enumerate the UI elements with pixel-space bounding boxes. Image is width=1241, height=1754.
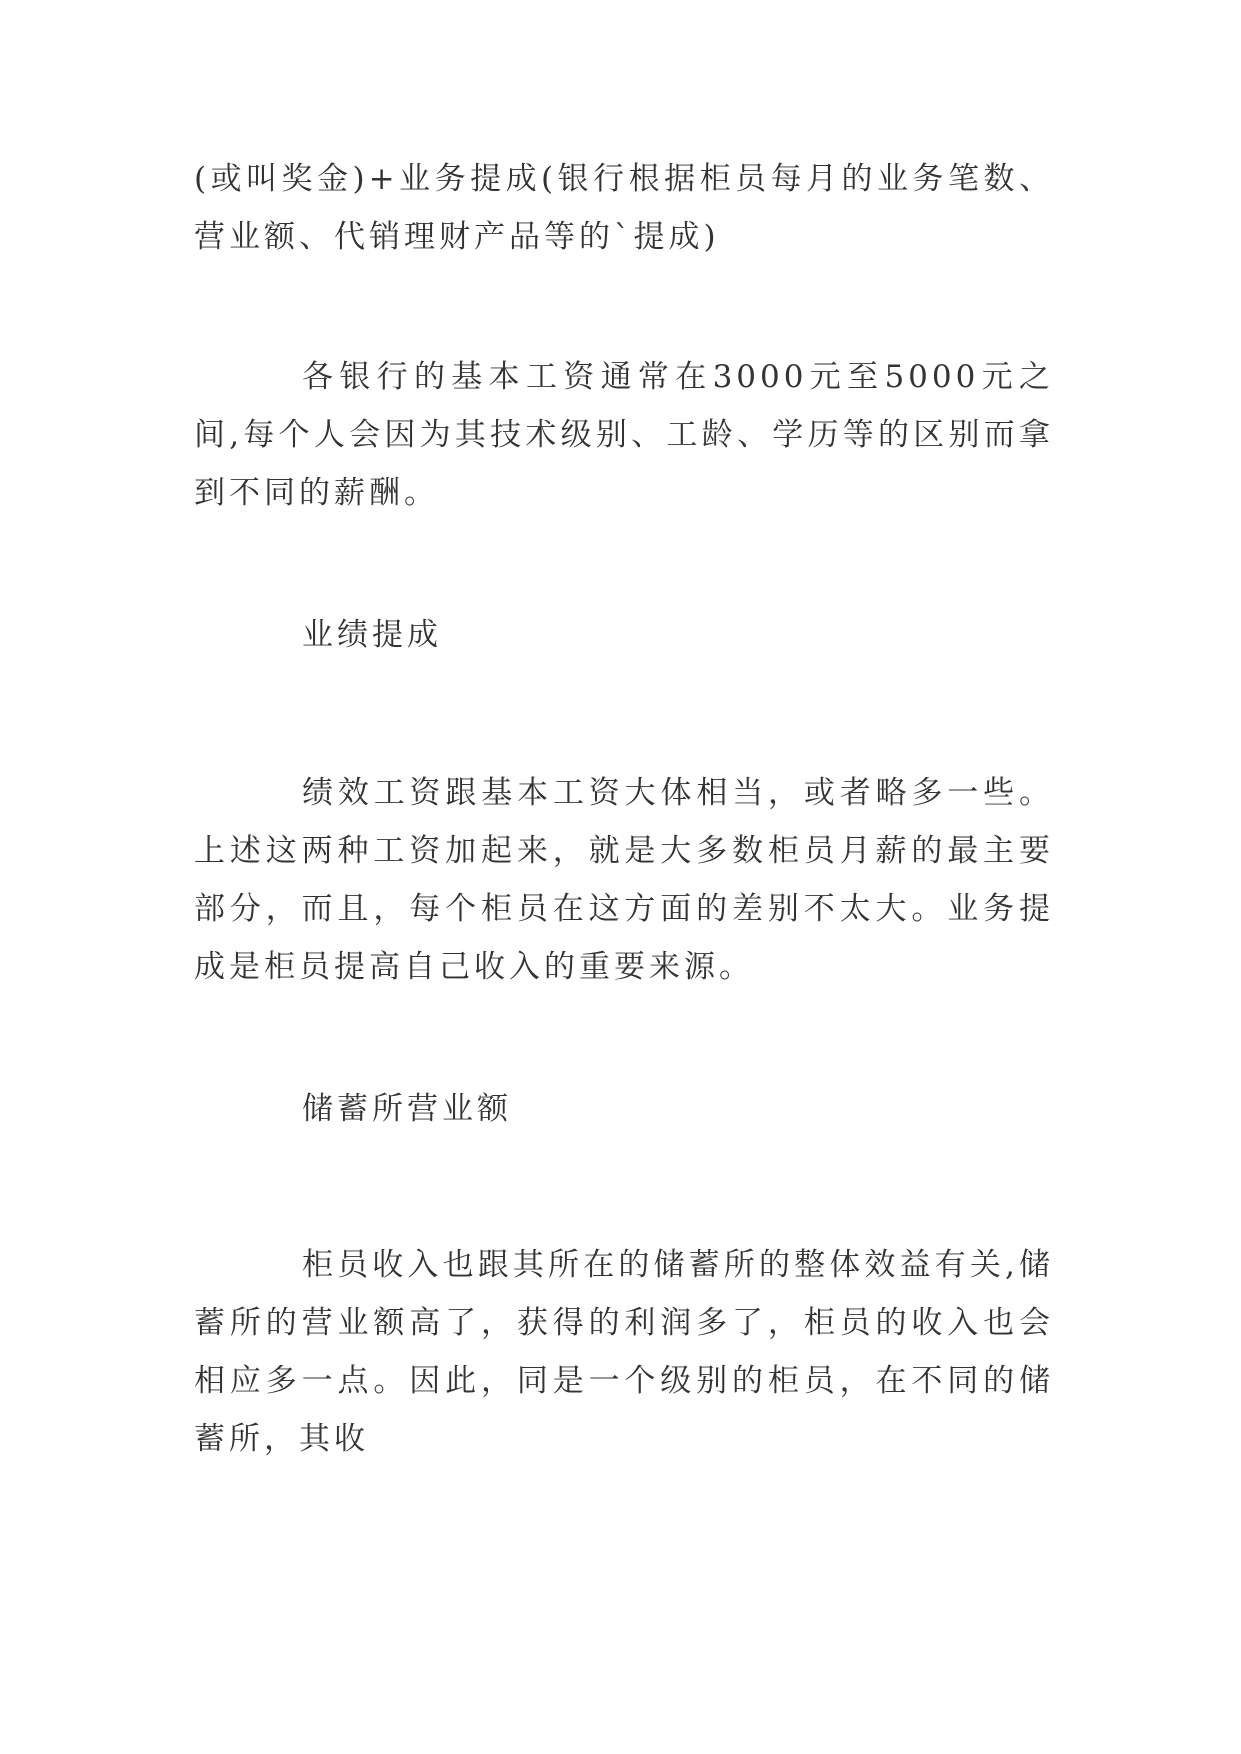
paragraph-basic-salary: 各银行的基本工资通常在3000元至5000元之间,每个人会因为其技术级别、工龄、学历等的区别而拿到不同的薪酬。 [194, 359, 1054, 511]
paragraph-continuation: (或叫奖金)+业务提成(银行根据柜员每月的业务笔数、营业额、代销理财产品等的`提成) [194, 161, 1054, 255]
paragraph-performance-pay: 绩效工资跟基本工资大体相当，或者略多一些。上述这两种工资加起来，就是大多数柜员月薪的最主要部分，而且，每个柜员在这方面的差别不太大。业务提成是柜员提高自己收入的重要来源。 [194, 775, 1054, 985]
section-heading-performance-commission: 业绩提成 [302, 617, 442, 653]
paragraph-branch-income: 柜员收入也跟其所在的储蓄所的整体效益有关,储蓄所的营业额高了，获得的利润多了，柜员的收入也会相应多一点。因此，同是一个级别的柜员，在不同的储蓄所，其收 [194, 1247, 1054, 1457]
section-heading-branch-turnover: 储蓄所营业额 [302, 1091, 512, 1127]
